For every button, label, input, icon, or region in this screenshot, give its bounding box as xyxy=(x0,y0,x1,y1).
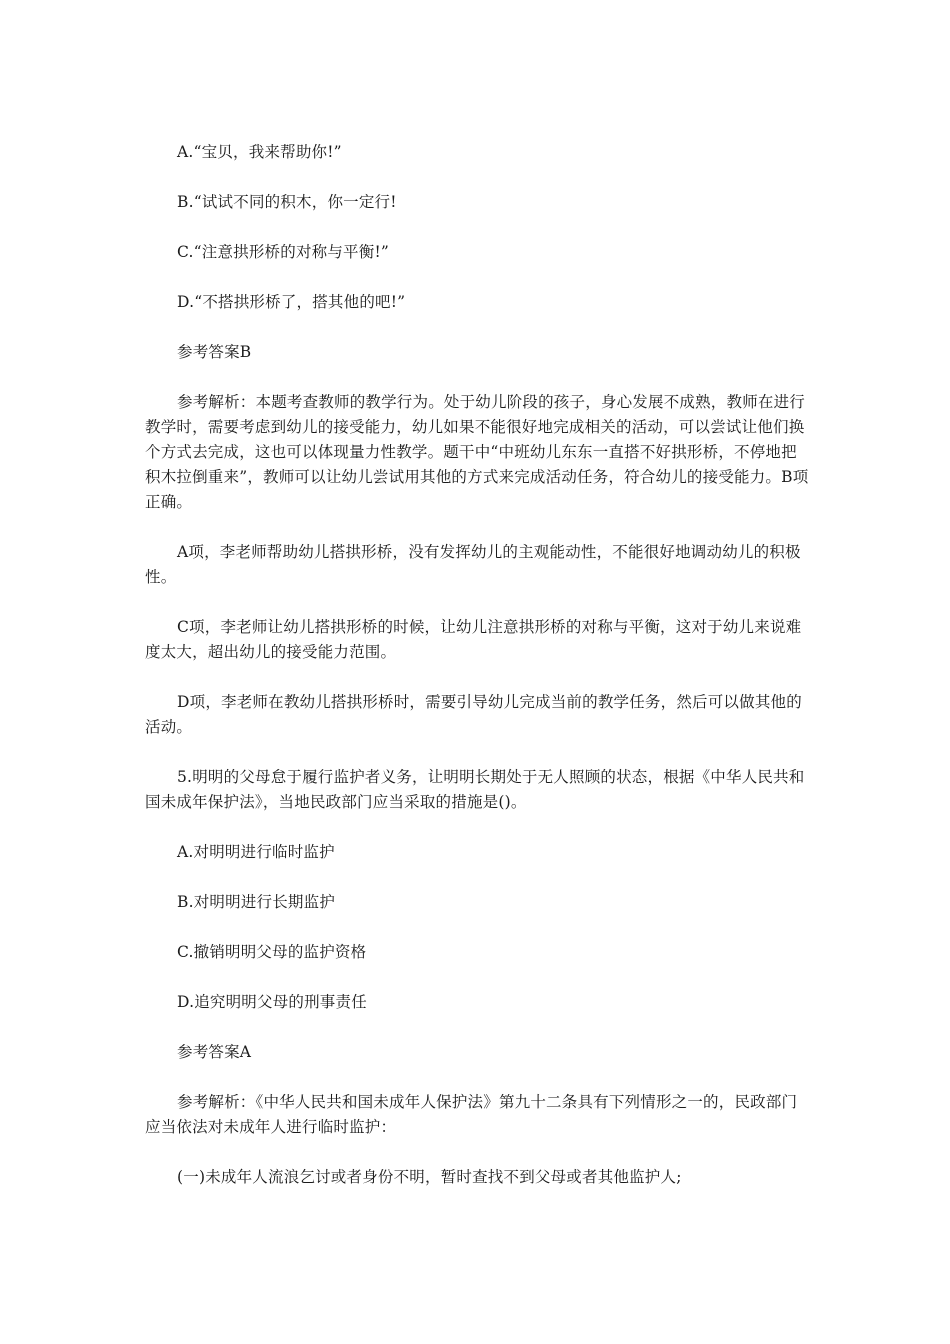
answer-q4: 参考答案B xyxy=(177,343,252,361)
option-b-q5: B.对明明进行长期监护 xyxy=(177,893,336,911)
option-c-q5: C.撤销明明父母的监护资格 xyxy=(177,943,367,961)
option-a-q5: A.对明明进行临时监护 xyxy=(177,843,335,861)
option-d-q5: D.追究明明父母的刑事责任 xyxy=(177,993,367,1011)
explanation-q4-option-a: A项，李老师帮助幼儿搭拱形桥，没有发挥幼儿的主观能动性，不能很好地调动幼儿的积极性。 xyxy=(145,543,801,586)
explanation-q5: 参考解析：《中华人民共和国未成年人保护法》第九十二条具有下列情形之一的，民政部门应当依法对未成年人进行临时监护： xyxy=(145,1093,798,1136)
explanation-q4-option-c: C项，李老师让幼儿搭拱形桥的时候，让幼儿注意拱形桥的对称与平衡，这对于幼儿来说难度太大，超出幼儿的接受能力范围。 xyxy=(145,618,802,661)
option-d-q4: D.“不搭拱形桥了，搭其他的吧!” xyxy=(177,293,406,311)
question-5: 5.明明的父母怠于履行监护者义务，让明明长期处于无人照顾的状态，根据《中华人民共和国未成年保护法》，当地民政部门应当采取的措施是()。 xyxy=(145,768,805,811)
option-a-q4: A.“宝贝，我来帮助你!” xyxy=(177,143,342,161)
option-b-q4: B.“试试不同的积木，你一定行! xyxy=(177,193,397,211)
explanation-q4-option-d: D项，李老师在教幼儿搭拱形桥时，需要引导幼儿完成当前的教学任务，然后可以做其他的活动。 xyxy=(145,693,802,736)
option-c-q4: C.“注意拱形桥的对称与平衡!” xyxy=(177,243,390,261)
explanation-q4: 参考解析：本题考查教师的教学行为。处于幼儿阶段的孩子，身心发展不成熟，教师在进行教学时，需要考虑到幼儿的接受能力，幼儿如果不能很好地完成相关的活动，可以尝试让他们换个方式去完成，这也可以体现量力性教学。题干中“中班幼儿东东一直搭不好拱形桥，不停地把积木拉倒重来”，教师可以让幼儿尝试用其他的方式来完成活动任务，符合幼儿的接受能力。B项正确。 xyxy=(145,393,809,511)
explanation-q5-clause-1: (一)未成年人流浪乞讨或者身份不明，暂时查找不到父母或者其他监护人; xyxy=(177,1168,682,1186)
answer-q5: 参考答案A xyxy=(177,1043,252,1061)
